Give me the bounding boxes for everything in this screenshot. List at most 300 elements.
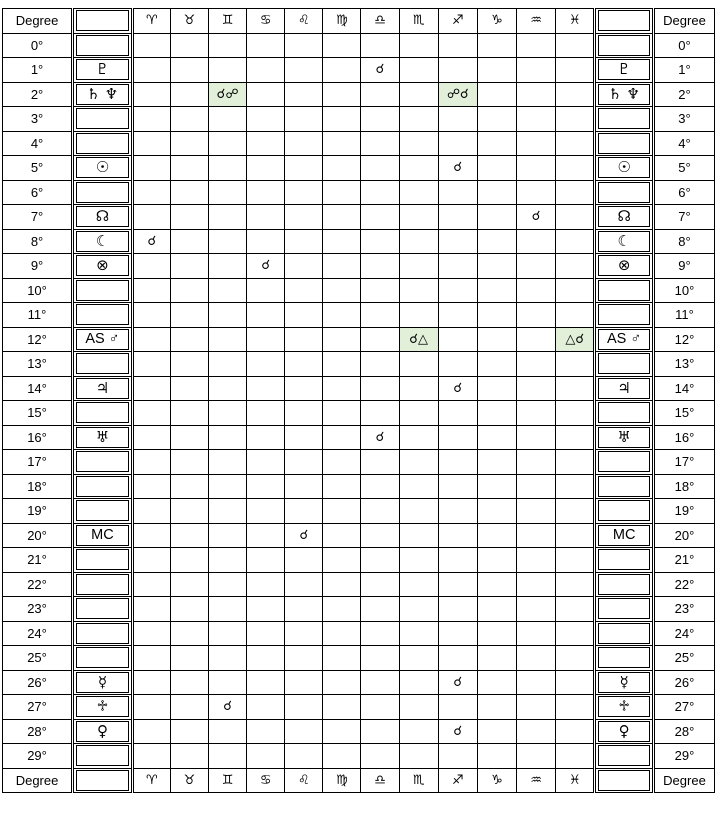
aspect-cell [209,58,247,83]
aspect-cell [323,82,361,107]
header-sign-glyph: ♎ [361,9,399,34]
degree-label-left: 2° [3,82,73,107]
aspect-cell [323,670,361,695]
planet-glyph-left: ♃ [76,378,129,399]
aspect-cell [170,597,208,622]
planet-glyph-left: ♄ ♆ [76,84,129,105]
aspect-cell [209,646,247,671]
aspect-cell [209,744,247,769]
aspect-cell [132,670,170,695]
degree-row [3,33,715,58]
planet-glyph-right [598,182,650,203]
aspect-cell [477,352,516,377]
header-empty-box-right [598,10,650,31]
planet-glyph-right [598,304,650,325]
planet-glyph-right: ♄ ♆ [598,84,650,105]
aspect-cell [477,695,516,720]
aspect-cell [132,82,170,107]
aspect-cell [399,744,438,769]
aspect-cell [132,401,170,426]
degree-row [3,646,715,671]
aspect-cell [477,670,516,695]
aspect-cell [477,597,516,622]
aspect-cell [132,303,170,328]
degree-label-right: 3° [654,107,715,132]
aspect-cell [477,303,516,328]
planet-cell-right [595,425,654,450]
planet-glyph-left: ⊗ [76,255,129,276]
aspect-cell [132,58,170,83]
planet-cell-right [595,82,654,107]
aspect-cell [556,523,595,548]
degree-row [3,303,715,328]
aspect-cell [399,450,438,475]
planet-cell-right [595,499,654,524]
aspect-cell [170,548,208,573]
degree-row [3,621,715,646]
aspect-cell [170,646,208,671]
planet-cell-left [73,156,133,181]
degree-row [3,548,715,573]
aspect-cell [209,425,247,450]
aspect-cell [517,474,556,499]
aspect-cell [438,597,477,622]
aspect-cell [132,744,170,769]
aspect-cell [556,107,595,132]
aspect-cell [209,474,247,499]
aspect-cell [323,58,361,83]
aspect-cell [323,695,361,720]
planet-glyph-left [76,623,129,644]
aspect-cell [517,131,556,156]
footer-sign-glyph: ♍ [323,768,361,793]
aspect-cell [170,229,208,254]
aspect-cell [170,670,208,695]
aspect-cell [438,180,477,205]
aspect-cell [285,278,323,303]
aspect-cell [438,58,477,83]
aspect-cell [323,327,361,352]
planet-cell-right [595,523,654,548]
aspect-cell [323,572,361,597]
aspect-cell [285,33,323,58]
planet-glyph-left [76,476,129,497]
aspect-cell [361,254,399,279]
footer-planet-cell-left [73,768,133,793]
aspect-cell [399,107,438,132]
planet-glyph-right: ☉ [598,157,650,178]
aspect-cell: ☌ [438,670,477,695]
aspect-cell [209,523,247,548]
planet-glyph-left [76,451,129,472]
aspect-cell [361,131,399,156]
aspect-cell [323,254,361,279]
aspect-cell [517,450,556,475]
degree-row [3,180,715,205]
aspect-cell [209,621,247,646]
aspect-cell [170,33,208,58]
aspect-cell [556,33,595,58]
degree-row [3,58,715,83]
aspect-cell [285,107,323,132]
aspect-cell [285,450,323,475]
aspect-cell [361,450,399,475]
planet-glyph-left [76,353,129,374]
aspect-cell [132,499,170,524]
aspect-cell [132,548,170,573]
degree-label-right: 25° [654,646,715,671]
aspect-cell [399,254,438,279]
planet-cell-left [73,695,133,720]
aspect-cell [170,376,208,401]
degree-label-left: 24° [3,621,73,646]
aspect-cell [323,156,361,181]
planet-cell-right [595,572,654,597]
aspect-cell [399,401,438,426]
aspect-cell [477,229,516,254]
aspect-cell: ☌ [209,695,247,720]
planet-glyph-left [76,598,129,619]
aspect-cell [438,303,477,328]
header-planet-cell-right [595,9,654,34]
aspect-cell [438,254,477,279]
aspect-cell [556,180,595,205]
aspect-cell [247,82,285,107]
aspect-cell [438,646,477,671]
aspect-cell [247,180,285,205]
aspect-cell [477,621,516,646]
aspect-cell [323,646,361,671]
aspect-cell [285,621,323,646]
zodiac-degree-aspect-table [2,8,715,793]
aspect-cell [209,670,247,695]
footer-sign-glyph: ♏ [399,768,438,793]
aspect-cell [209,597,247,622]
aspect-cell [556,303,595,328]
footer-empty-box-right [598,770,650,791]
planet-cell-left [73,523,133,548]
aspect-cell [399,376,438,401]
aspect-cell [285,205,323,230]
aspect-cell [361,376,399,401]
aspect-cell [361,621,399,646]
aspect-cell [209,450,247,475]
aspect-cell [209,278,247,303]
planet-glyph-left [76,500,129,521]
degree-row [3,401,715,426]
degree-label-left: 21° [3,548,73,573]
aspect-cell [399,352,438,377]
degree-label-left: 16° [3,425,73,450]
aspect-cell [247,646,285,671]
degree-label-right: 14° [654,376,715,401]
degree-label-right: 27° [654,695,715,720]
aspect-cell [556,278,595,303]
degree-label-right: 19° [654,499,715,524]
aspect-cell: ☌ [247,254,285,279]
planet-glyph-right: ☊ [598,206,650,227]
aspect-cell [285,327,323,352]
aspect-cell [323,205,361,230]
aspect-cell [438,474,477,499]
aspect-cell [323,33,361,58]
aspect-cell [247,450,285,475]
aspect-cell [438,695,477,720]
aspect-cell [517,401,556,426]
aspect-cell [517,425,556,450]
aspect-cell [132,621,170,646]
aspect-cell [361,474,399,499]
planet-cell-left [73,327,133,352]
aspect-cell [247,327,285,352]
aspect-cell [438,425,477,450]
aspect-cell: ☌ [132,229,170,254]
aspect-cell [399,474,438,499]
aspect-cell [247,548,285,573]
planet-glyph-right [598,476,650,497]
planet-cell-right [595,205,654,230]
aspect-cell [361,499,399,524]
planet-glyph-left: ☊ [76,206,129,227]
aspect-cell [247,499,285,524]
aspect-cell [477,180,516,205]
degree-label-right: 23° [654,597,715,622]
table-body [3,33,715,768]
aspect-cell [323,303,361,328]
degree-label-left: 14° [3,376,73,401]
aspect-cell [361,523,399,548]
header-sign-glyph: ♑ [477,9,516,34]
aspect-cell [399,572,438,597]
aspect-cell [247,58,285,83]
aspect-cell [477,572,516,597]
aspect-cell [517,744,556,769]
planet-glyph-left [76,745,129,766]
aspect-cell-highlighted: ☍☌ [438,82,477,107]
aspect-cell [132,719,170,744]
aspect-cell [209,719,247,744]
aspect-cell [170,107,208,132]
planet-glyph-right [598,108,650,129]
degree-row [3,744,715,769]
aspect-cell [323,425,361,450]
degree-row [3,229,715,254]
aspect-cell [170,523,208,548]
planet-cell-left [73,425,133,450]
degree-label-right: 18° [654,474,715,499]
aspect-cell [323,450,361,475]
planet-cell-right [595,33,654,58]
planet-cell-left [73,82,133,107]
planet-glyph-right [598,623,650,644]
aspect-cell [477,278,516,303]
aspect-cell [399,621,438,646]
aspect-cell [477,450,516,475]
planet-glyph-left: ♱ [76,696,129,717]
planet-cell-left [73,572,133,597]
aspect-cell [361,695,399,720]
planet-glyph-right [598,500,650,521]
aspect-cell [517,719,556,744]
degree-label-left: 12° [3,327,73,352]
aspect-cell [477,744,516,769]
aspect-cell [438,131,477,156]
aspect-cell [399,156,438,181]
aspect-cell [209,156,247,181]
degree-label-left: 3° [3,107,73,132]
aspect-cell [170,352,208,377]
aspect-cell [399,205,438,230]
aspect-cell [399,523,438,548]
planet-cell-right [595,156,654,181]
footer-sign-glyph: ♎ [361,768,399,793]
aspect-cell [477,425,516,450]
header-degree-label-left: Degree [3,9,73,34]
degree-label-right: 24° [654,621,715,646]
aspect-cell [132,572,170,597]
planet-cell-right [595,401,654,426]
aspect-cell [247,597,285,622]
aspect-cell [285,670,323,695]
planet-glyph-left [76,549,129,570]
aspect-cell [323,597,361,622]
aspect-cell [170,450,208,475]
aspect-cell [170,499,208,524]
planet-glyph-left [76,182,129,203]
degree-row [3,670,715,695]
planet-glyph-left: ♇ [76,59,129,80]
aspect-cell [517,303,556,328]
planet-cell-left [73,719,133,744]
planet-glyph-left [76,35,129,56]
aspect-cell [209,33,247,58]
aspect-cell [517,621,556,646]
aspect-cell [209,327,247,352]
aspect-cell [399,646,438,671]
aspect-cell [285,58,323,83]
aspect-cell [285,303,323,328]
aspect-cell [247,425,285,450]
aspect-cell: ☌ [438,376,477,401]
degree-label-right: 26° [654,670,715,695]
planet-glyph-left: AS ♂ [76,329,129,350]
aspect-cell [517,156,556,181]
planet-cell-right [595,548,654,573]
aspect-cell [517,352,556,377]
aspect-cell [556,376,595,401]
aspect-cell [209,180,247,205]
planet-cell-right [595,303,654,328]
aspect-cell [361,327,399,352]
aspect-cell [209,107,247,132]
degree-row [3,205,715,230]
planet-glyph-left: ☾ [76,231,129,252]
degree-row [3,376,715,401]
degree-label-right: 11° [654,303,715,328]
footer-sign-glyph: ♌ [285,768,323,793]
aspect-cell [285,352,323,377]
degree-label-right: 6° [654,180,715,205]
aspect-cell [556,695,595,720]
degree-row [3,450,715,475]
degree-label-left: 20° [3,523,73,548]
aspect-cell [285,131,323,156]
aspect-cell: ☌ [517,205,556,230]
planet-glyph-right: ♇ [598,59,650,80]
aspect-cell [247,523,285,548]
degree-row [3,523,715,548]
degree-label-left: 15° [3,401,73,426]
aspect-cell [399,303,438,328]
footer-sign-glyph: ♈ [132,768,170,793]
planet-glyph-left [76,280,129,301]
aspect-cell [399,548,438,573]
aspect-cell [170,425,208,450]
footer-empty-box-left [76,770,129,791]
aspect-cell-highlighted: ☌△ [399,327,438,352]
aspect-cell [285,744,323,769]
aspect-cell [517,82,556,107]
planet-glyph-right [598,549,650,570]
aspect-cell [361,229,399,254]
aspect-cell [556,425,595,450]
degree-label-left: 4° [3,131,73,156]
aspect-cell [399,719,438,744]
degree-label-left: 1° [3,58,73,83]
planet-cell-left [73,548,133,573]
aspect-cell [438,107,477,132]
aspect-cell [361,107,399,132]
aspect-cell [477,523,516,548]
footer-sign-glyph: ♐ [438,768,477,793]
aspect-cell [132,474,170,499]
planet-glyph-right [598,598,650,619]
degree-label-left: 13° [3,352,73,377]
aspect-cell [170,58,208,83]
planet-glyph-right: ♅ [598,427,650,448]
aspect-cell [477,131,516,156]
aspect-cell [285,719,323,744]
header-row [3,9,715,34]
planet-glyph-right [598,353,650,374]
planet-glyph-left [76,647,129,668]
aspect-cell [209,548,247,573]
aspect-cell [170,205,208,230]
planet-cell-left [73,33,133,58]
planet-cell-right [595,180,654,205]
aspect-cell [247,474,285,499]
aspect-cell [517,107,556,132]
aspect-cell [556,401,595,426]
degree-label-right: 9° [654,254,715,279]
degree-row [3,254,715,279]
header-sign-glyph: ♋ [247,9,285,34]
aspect-cell [132,646,170,671]
aspect-cell [361,180,399,205]
degree-label-right: 21° [654,548,715,573]
aspect-cell [132,278,170,303]
aspect-cell [556,82,595,107]
planet-glyph-left: ♅ [76,427,129,448]
planet-cell-left [73,58,133,83]
planet-glyph-left [76,304,129,325]
aspect-cell [361,597,399,622]
aspect-cell [209,376,247,401]
planet-glyph-right [598,647,650,668]
aspect-cell [361,352,399,377]
aspect-cell [323,499,361,524]
aspect-cell [247,719,285,744]
